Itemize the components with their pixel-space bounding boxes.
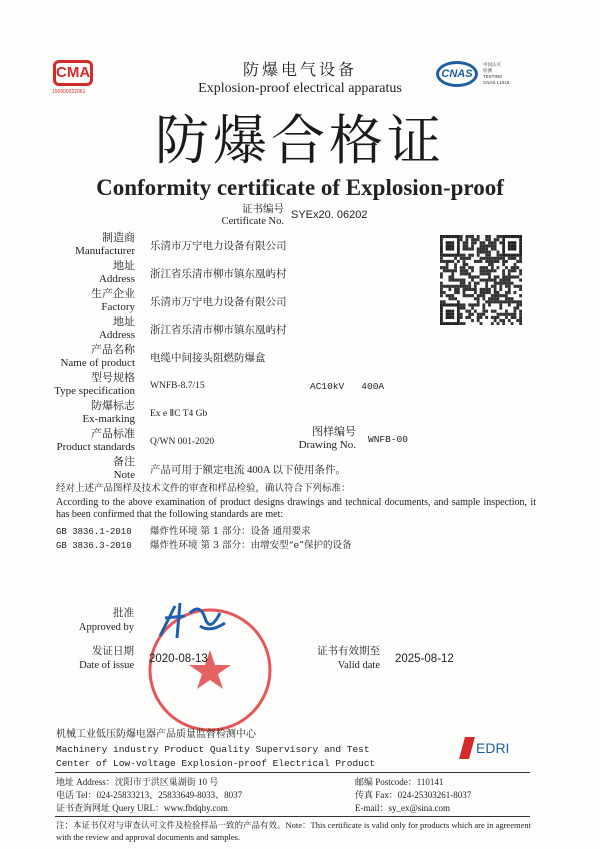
cnas-line: 中国认可 <box>483 62 501 67</box>
field-label-en: Factory <box>101 301 135 313</box>
center-name-en2: Center of Low-voltage Explosion-proof Electrical Product <box>56 758 376 769</box>
approved-label-en: Approved by <box>78 622 134 633</box>
cnas-logo: CNAS <box>436 61 478 87</box>
field-label-en: Type specification <box>54 385 135 397</box>
drawing-no-value: WNFB-00 <box>368 434 408 445</box>
field-label-en: Address <box>98 273 135 285</box>
contact-url[interactable]: 证书查询网址 Query URL：www.fbdqhy.com <box>56 803 228 813</box>
standard-desc: 爆炸性环境 第 3 部分：由增安型“e”保护的设备 <box>150 540 352 551</box>
cnas-text <box>483 62 509 86</box>
edri-logo-text: EDRI <box>476 740 510 756</box>
main-title-en: Conformity certificate of Explosion-proof <box>96 175 504 200</box>
field-label <box>54 372 135 398</box>
drawing-label-cn: 图样编号 <box>312 426 356 438</box>
field-label-en: Address <box>98 329 135 341</box>
approved-label-cn: 批准 <box>113 608 134 619</box>
field-value: WNFB-8.7/15 <box>150 381 205 391</box>
certificate-label-cn: 证书编号 <box>242 204 284 215</box>
field-value: Ex e ⅡC T4 Gb <box>150 409 208 419</box>
field-label-cn: 地址 <box>113 316 135 328</box>
standard-desc: 爆炸性环境 第 1 部分：设备 通用要求 <box>150 526 311 537</box>
approved-by-label <box>60 607 134 635</box>
valid-date: 2025-08-12 <box>395 653 454 665</box>
issue-date: 2020-08-13 <box>149 653 208 665</box>
statement-en: According to the above examination of product designs drawings and technical documents, and sample inspection, it has been confirmed that the following standards are met: <box>56 497 536 520</box>
contact-postcode: 邮编 Postcode：110141 <box>355 777 444 787</box>
cma-number: 150000322061 <box>52 89 86 95</box>
issue-label-en: Date of issue <box>79 660 134 671</box>
standard-code: GB 3836.1-2010 <box>56 527 132 537</box>
center-name-cn: 机械工业低压防爆电器产品质量监督检测中心 <box>56 729 256 740</box>
field-value: Q/WN 001-2020 <box>150 437 215 447</box>
field-value: 乐清市万宁电力设备有限公司 <box>150 297 287 308</box>
field-value: 浙江省乐清市柳市镇东凰屿村 <box>150 269 287 280</box>
qr-code <box>440 235 522 325</box>
certificate-number: SYEx20. 06202 <box>291 209 368 221</box>
signature <box>155 598 235 643</box>
field-value: 电缆中间接头阻燃防爆盒 <box>150 353 266 364</box>
field-label <box>60 344 135 370</box>
valid-label-cn: 证书有效期至 <box>317 646 380 657</box>
field-label <box>82 400 135 426</box>
cma-logo: CMA <box>53 60 93 86</box>
drawing-no-label <box>290 426 356 452</box>
field-label-cn: 产品标准 <box>91 428 135 440</box>
issue-date-label <box>60 645 134 673</box>
field-label-cn: 型号规格 <box>91 372 135 384</box>
standard-code: GB 3836.3-2010 <box>56 541 132 551</box>
field-label <box>99 260 135 286</box>
field-value-rating: AC10kV 400A <box>310 381 385 392</box>
field-label-cn: 地址 <box>113 260 135 272</box>
contact-fax: 传真 Fax：024-25303261-8037 <box>355 790 472 800</box>
field-label-cn: 生产企业 <box>91 288 135 300</box>
statement-cn: 经对上述产品图样及技术文件的审查和样品检验，确认符合下列标准： <box>56 483 351 494</box>
certificate-label-en: Certificate No. <box>221 216 284 227</box>
field-label <box>113 456 135 482</box>
contact-tel: 电话 Tel：024-25833213、25833649-8033、8037 <box>56 790 243 800</box>
drawing-label-en: Drawing No. <box>298 439 356 451</box>
field-label-en: Note <box>113 469 135 481</box>
header-title-en: Explosion-proof electrical apparatus <box>198 81 402 96</box>
divider <box>55 816 530 817</box>
field-label <box>56 428 135 454</box>
field-label-en: Name of product <box>60 357 135 369</box>
field-label-en: Product standards <box>56 441 135 453</box>
field-value: 乐清市万宁电力设备有限公司 <box>150 241 287 252</box>
field-label-en: Ex-marking <box>82 413 135 425</box>
issue-label-cn: 发证日期 <box>92 646 134 657</box>
header-title-cn: 防爆电气设备 <box>242 60 357 79</box>
field-label-en: Manufacturer <box>75 245 135 257</box>
field-label-cn: 产品名称 <box>91 344 135 356</box>
edri-logo <box>459 737 475 759</box>
footer-note: 注：本证书仅对与审查认可文件及检验样品一致的产品有效。Note：This certificate is valid only for products which are in agreement with the review and approval documents and samples. <box>56 820 531 842</box>
cnas-line: 检测 <box>483 68 492 73</box>
field-label-cn: 防爆标志 <box>91 400 135 412</box>
valid-label-en: Valid date <box>337 660 380 671</box>
center-name-en1: Machinery industry Product Quality Supervisory and Test <box>56 744 370 755</box>
field-value: 浙江省乐清市柳市镇东凰屿村 <box>150 325 287 336</box>
field-label-cn: 备注 <box>113 456 135 468</box>
field-label <box>75 232 135 258</box>
field-value: 产品可用于额定电流 400A 以下使用条件。 <box>150 465 347 476</box>
contact-email[interactable]: E-mail：sy_ex@sina.com <box>355 803 451 813</box>
cnas-line: TESTING <box>483 74 503 79</box>
field-label <box>99 316 135 342</box>
field-label-cn: 制造商 <box>102 232 135 244</box>
certificate-label <box>200 204 284 228</box>
valid-date-label <box>300 645 380 673</box>
contact-address: 地址 Address：沈阳市于洪区巢湖街 10 号 <box>56 777 219 787</box>
field-label <box>91 288 135 314</box>
divider <box>55 772 530 773</box>
main-title-cn: 防爆合格证 <box>155 109 445 172</box>
cnas-line: CNAS L1016 <box>483 80 510 85</box>
